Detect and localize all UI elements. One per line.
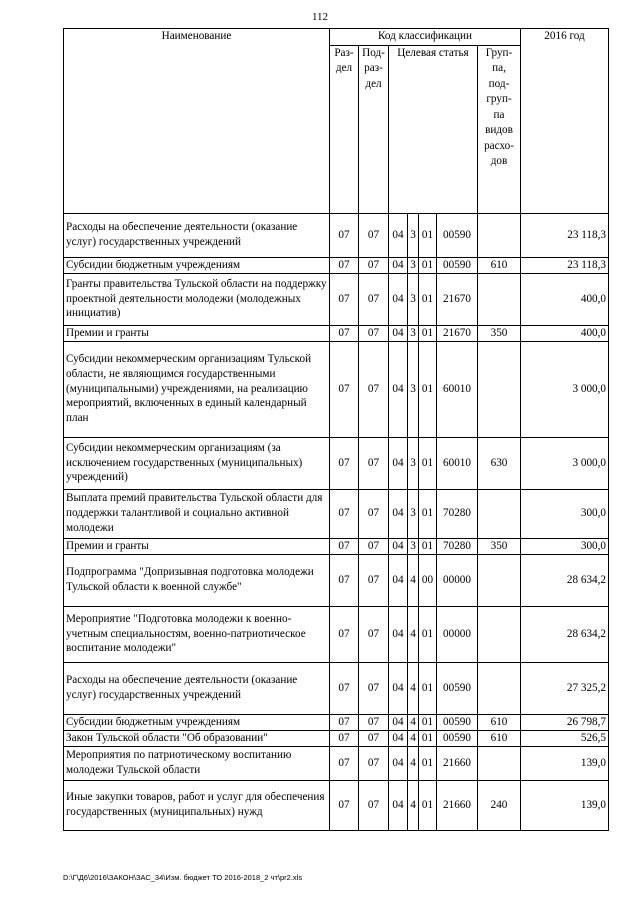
- row-podrazdel: 07: [359, 662, 389, 714]
- row-name: Расходы на обеспечение деятельности (оказание услуг) государственных учреждений: [64, 662, 330, 714]
- row-podrazdel: 07: [359, 538, 389, 554]
- row-cs-subprogram: 3: [408, 325, 419, 341]
- row-podrazdel: 07: [359, 437, 389, 489]
- row-cs-subprogram: 4: [408, 662, 419, 714]
- row-cs-event: 01: [419, 325, 437, 341]
- row-cs-event: 01: [419, 662, 437, 714]
- row-podrazdel: 07: [359, 554, 389, 606]
- table-row: [64, 606, 609, 662]
- row-cs-direction: 21670: [437, 325, 478, 341]
- table-row: [64, 213, 609, 257]
- row-razdel: 07: [330, 489, 359, 538]
- row-sum: 26 798,7: [521, 714, 609, 730]
- row-vid: 350: [478, 325, 521, 341]
- row-cs-direction: 00590: [437, 213, 478, 257]
- row-cs-subprogram: 3: [408, 437, 419, 489]
- row-razdel: 07: [330, 257, 359, 273]
- row-cs-program: 04: [389, 257, 408, 273]
- row-podrazdel: 07: [359, 730, 389, 746]
- table-row: [64, 730, 609, 746]
- table-row: [64, 273, 609, 325]
- row-podrazdel: 07: [359, 746, 389, 780]
- row-cs-direction: 00590: [437, 662, 478, 714]
- row-vid: [478, 489, 521, 538]
- row-razdel: 07: [330, 662, 359, 714]
- row-sum: 400,0: [521, 273, 609, 325]
- table-row: [64, 662, 609, 714]
- row-cs-program: 04: [389, 273, 408, 325]
- table-row: [64, 714, 609, 730]
- row-vid: 610: [478, 730, 521, 746]
- row-cs-direction: 70280: [437, 538, 478, 554]
- row-vid: 610: [478, 257, 521, 273]
- row-cs-event: 01: [419, 730, 437, 746]
- table-row: [64, 341, 609, 437]
- table-row: [64, 257, 609, 273]
- row-sum: 139,0: [521, 780, 609, 830]
- row-cs-event: 01: [419, 273, 437, 325]
- row-cs-direction: 00000: [437, 554, 478, 606]
- row-name: Иные закупки товаров, работ и услуг для обеспечения государственных (муниципальных) нужд: [64, 780, 330, 830]
- row-name: Мероприятия по патриотическому воспитанию молодежи Тульской области: [64, 746, 330, 780]
- row-name: Гранты правительства Тульской области на поддержку проектной деятельности молодежи (молодежных инициатив): [64, 273, 330, 325]
- row-vid: [478, 662, 521, 714]
- row-podrazdel: 07: [359, 714, 389, 730]
- row-cs-program: 04: [389, 341, 408, 437]
- row-cs-program: 04: [389, 714, 408, 730]
- row-name: Субсидии бюджетным учреждениям: [64, 714, 330, 730]
- row-cs-event: 01: [419, 746, 437, 780]
- row-vid: 610: [478, 714, 521, 730]
- header-target-article: Целевая статья: [389, 45, 478, 213]
- row-sum: 28 634,2: [521, 554, 609, 606]
- row-cs-subprogram: 4: [408, 714, 419, 730]
- row-vid: [478, 273, 521, 325]
- row-name: Премии и гранты: [64, 538, 330, 554]
- table-row: [64, 437, 609, 489]
- row-razdel: 07: [330, 273, 359, 325]
- row-cs-program: 04: [389, 437, 408, 489]
- row-cs-direction: 21660: [437, 780, 478, 830]
- row-name: Подпрограмма "Допризывная подготовка молодежи Тульской области к военной службе": [64, 554, 330, 606]
- row-vid: 350: [478, 538, 521, 554]
- row-razdel: 07: [330, 714, 359, 730]
- row-sum: 400,0: [521, 325, 609, 341]
- row-vid: [478, 213, 521, 257]
- row-cs-event: 01: [419, 606, 437, 662]
- row-cs-program: 04: [389, 213, 408, 257]
- row-sum: 139,0: [521, 746, 609, 780]
- row-cs-event: 00: [419, 554, 437, 606]
- row-name: Закон Тульской области "Об образовании": [64, 730, 330, 746]
- header-vid-group: Груп- па, под- груп- па видов расхо- дов: [478, 45, 521, 213]
- row-cs-subprogram: 3: [408, 273, 419, 325]
- row-cs-subprogram: 4: [408, 606, 419, 662]
- row-razdel: 07: [330, 437, 359, 489]
- row-name: Расходы на обеспечение деятельности (оказание услуг) государственных учреждений: [64, 213, 330, 257]
- row-vid: [478, 554, 521, 606]
- row-podrazdel: 07: [359, 257, 389, 273]
- row-cs-subprogram: 4: [408, 746, 419, 780]
- row-razdel: 07: [330, 780, 359, 830]
- row-sum: 3 000,0: [521, 341, 609, 437]
- row-podrazdel: 07: [359, 273, 389, 325]
- row-cs-event: 01: [419, 538, 437, 554]
- row-podrazdel: 07: [359, 213, 389, 257]
- row-razdel: 07: [330, 341, 359, 437]
- row-cs-subprogram: 3: [408, 257, 419, 273]
- table-row: [64, 325, 609, 341]
- row-name: Мероприятие "Подготовка молодежи к военно-учетным специальностям, военно-патриотическое воспитание молодежи": [64, 606, 330, 662]
- row-vid: [478, 606, 521, 662]
- row-sum: 27 325,2: [521, 662, 609, 714]
- table-row: [64, 489, 609, 538]
- row-vid: [478, 341, 521, 437]
- row-cs-program: 04: [389, 554, 408, 606]
- row-sum: 300,0: [521, 489, 609, 538]
- row-sum: 3 000,0: [521, 437, 609, 489]
- row-vid: 240: [478, 780, 521, 830]
- row-cs-program: 04: [389, 325, 408, 341]
- row-cs-subprogram: 4: [408, 554, 419, 606]
- row-razdel: 07: [330, 554, 359, 606]
- table-row: [64, 554, 609, 606]
- row-vid: [478, 746, 521, 780]
- row-cs-direction: 60010: [437, 341, 478, 437]
- row-name: Премии и гранты: [64, 325, 330, 341]
- row-cs-event: 01: [419, 714, 437, 730]
- row-sum: 300,0: [521, 538, 609, 554]
- row-razdel: 07: [330, 606, 359, 662]
- row-cs-program: 04: [389, 606, 408, 662]
- row-name: Субсидии бюджетным учреждениям: [64, 257, 330, 273]
- row-cs-program: 04: [389, 780, 408, 830]
- row-cs-event: 01: [419, 437, 437, 489]
- row-cs-direction: 00590: [437, 730, 478, 746]
- row-cs-subprogram: 3: [408, 489, 419, 538]
- page-number: 112: [311, 11, 329, 23]
- row-cs-event: 01: [419, 257, 437, 273]
- row-sum: 526,5: [521, 730, 609, 746]
- row-razdel: 07: [330, 325, 359, 341]
- row-cs-event: 01: [419, 489, 437, 538]
- table-row: [64, 780, 609, 830]
- row-cs-direction: 60010: [437, 437, 478, 489]
- table-row: [64, 746, 609, 780]
- row-cs-subprogram: 3: [408, 538, 419, 554]
- row-podrazdel: 07: [359, 780, 389, 830]
- header-podrazdel: Под- раз- дел: [359, 45, 389, 213]
- row-cs-program: 04: [389, 662, 408, 714]
- table-row: [64, 538, 609, 554]
- row-razdel: 07: [330, 213, 359, 257]
- row-razdel: 07: [330, 746, 359, 780]
- row-cs-event: 01: [419, 213, 437, 257]
- row-cs-direction: 00000: [437, 606, 478, 662]
- row-cs-program: 04: [389, 489, 408, 538]
- row-cs-event: 01: [419, 341, 437, 437]
- file-path-footer: D:\Г\Д6\2016\ЗАКОН\ЗАС_34\Изм. бюджет ТО 2016-2018_2 чт\pr2.xls: [63, 873, 303, 882]
- row-cs-program: 04: [389, 746, 408, 780]
- row-cs-subprogram: 3: [408, 341, 419, 437]
- row-name: Субсидии некоммерческим организациям (за исключением государственных (муниципальных) учреждений): [64, 437, 330, 489]
- row-razdel: 07: [330, 538, 359, 554]
- row-cs-program: 04: [389, 538, 408, 554]
- row-name: Выплата премий правительства Тульской области для поддержки талантливой и социально активной молодежи: [64, 489, 330, 538]
- header-razdel: Раз- дел: [330, 45, 359, 213]
- budget-table: [63, 28, 609, 831]
- row-cs-direction: 70280: [437, 489, 478, 538]
- header-year: 2016 год: [521, 29, 609, 214]
- row-name: Субсидии некоммерческим организациям Тульской области, не являющимся государственными (муниципальными) учреждениями, на реализацию мероприятий, включенных в единый календарный план: [64, 341, 330, 437]
- row-cs-direction: 00590: [437, 257, 478, 273]
- row-razdel: 07: [330, 730, 359, 746]
- row-cs-direction: 21660: [437, 746, 478, 780]
- row-podrazdel: 07: [359, 606, 389, 662]
- row-sum: 28 634,2: [521, 606, 609, 662]
- row-cs-direction: 21670: [437, 273, 478, 325]
- row-cs-program: 04: [389, 730, 408, 746]
- row-cs-subprogram: 4: [408, 780, 419, 830]
- row-sum: 23 118,3: [521, 213, 609, 257]
- row-cs-direction: 00590: [437, 714, 478, 730]
- row-sum: 23 118,3: [521, 257, 609, 273]
- header-name: Наименование: [64, 29, 330, 214]
- row-podrazdel: 07: [359, 341, 389, 437]
- table-body: [64, 213, 609, 830]
- row-podrazdel: 07: [359, 325, 389, 341]
- row-cs-subprogram: 3: [408, 213, 419, 257]
- row-cs-subprogram: 4: [408, 730, 419, 746]
- row-cs-event: 01: [419, 780, 437, 830]
- header-classification: Код классификации: [330, 29, 521, 46]
- row-podrazdel: 07: [359, 489, 389, 538]
- row-vid: 630: [478, 437, 521, 489]
